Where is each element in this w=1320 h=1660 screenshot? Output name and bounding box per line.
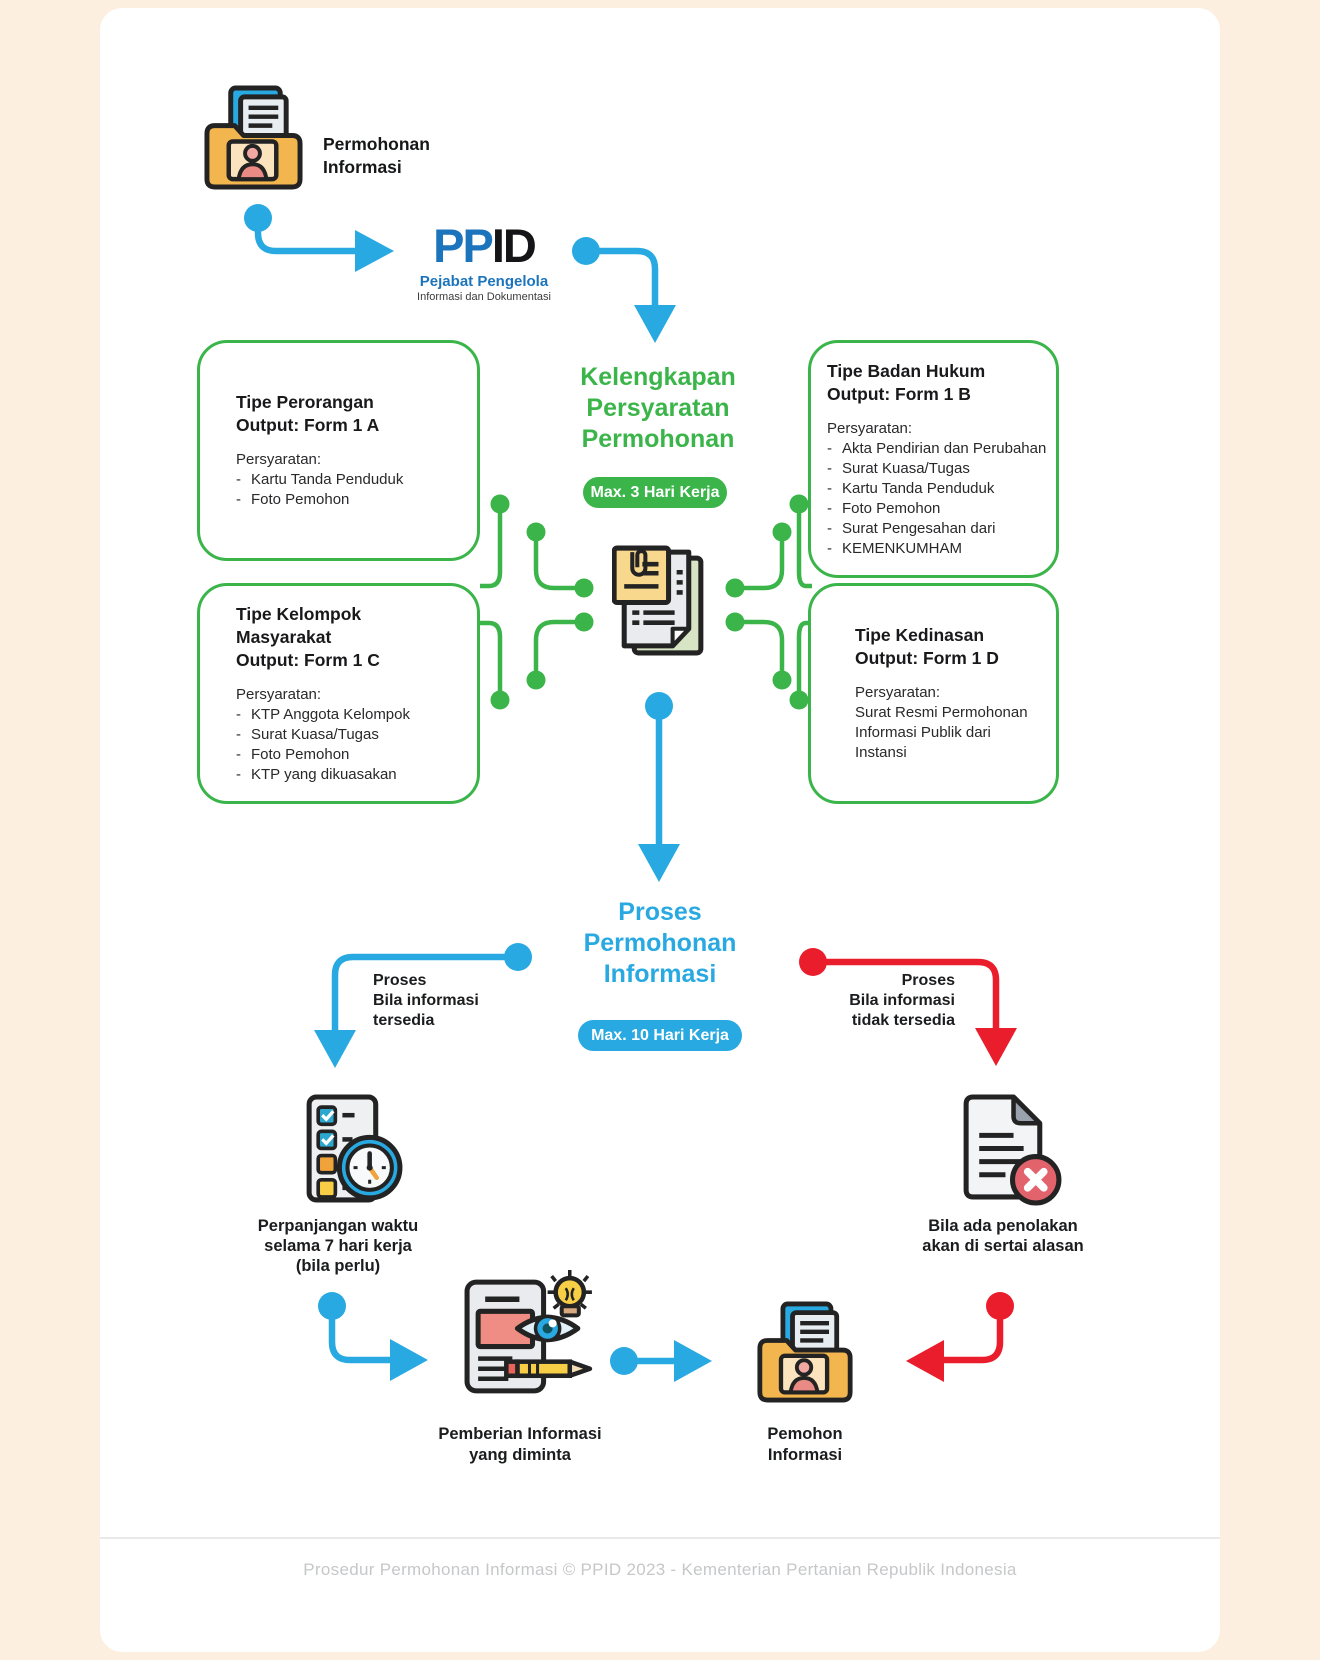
start-label-line2: Informasi [323, 157, 402, 177]
start-node-label [323, 133, 430, 179]
box-title-line: Masyarakat [236, 626, 332, 647]
requester-folder-icon [756, 1300, 854, 1404]
requirement-box-kelompok-masyarakat [197, 583, 480, 804]
document-x-icon [955, 1093, 1064, 1206]
req-label: Persyaratan: [827, 419, 913, 437]
requirement-box-badan-hukum [808, 340, 1059, 578]
branch-label-line: Bila informasi [849, 992, 955, 1009]
ppid-wordmark-pp: PP [433, 219, 492, 272]
ppid-tagline-1: Pejabat Pengelola [419, 273, 549, 290]
req-item-plain: Informasi Publik dari [855, 724, 991, 741]
req-label: Persyaratan: [855, 684, 941, 701]
branch-label-line: tidak tersedia [851, 1012, 955, 1029]
req-item: - Kartu Tanda Penduduk [827, 479, 1056, 499]
branch-label-line: Proses [373, 972, 427, 989]
ppid-logo [416, 219, 552, 303]
req-item-plain: Instansi [855, 744, 907, 761]
branch-available-label [373, 971, 479, 1031]
branch-label-line: tersedia [373, 1012, 435, 1029]
box-title-line: Tipe Kedinasan [855, 625, 985, 645]
box-title-kedinasan [855, 624, 1056, 670]
box-title-badan-hukum [827, 360, 1056, 406]
permohonan-folder-icon [203, 84, 304, 191]
requirement-box-kedinasan [808, 583, 1059, 804]
attached-documents-icon [612, 542, 707, 662]
box-title-line: Output: Form 1 B [827, 383, 971, 404]
req-item: - KTP yang dikuasakan [236, 765, 477, 785]
delivery-label-line: yang diminta [469, 1446, 571, 1464]
requester-label-line: Pemohon [767, 1425, 843, 1443]
requirement-box-perorangan [197, 340, 480, 561]
ppid-wordmark [416, 219, 552, 272]
branch-label-line: Bila informasi [373, 992, 479, 1009]
time-extension-icon [297, 1093, 406, 1206]
box-title-perorangan [236, 391, 477, 437]
delivery-label [426, 1424, 614, 1466]
checklist-clock-icon [297, 1093, 406, 1206]
extension-note-line: (bila perlu) [295, 1257, 381, 1275]
box-title-kelompok [236, 603, 477, 672]
requester-label [713, 1424, 897, 1466]
rejection-note-line: akan di sertai alasan [922, 1237, 1084, 1255]
information-delivery-icon [459, 1266, 604, 1409]
req-item: - KEMENKUMHAM [827, 539, 1056, 559]
req-item: - Akta Pendirian dan Perubahan [827, 439, 1056, 459]
footer-credit: Prosedur Permohonan Informasi © PPID 2023 - Kementerian Pertanian Republik Indonesia [303, 1560, 1017, 1579]
start-label-line1: Permohonan [323, 134, 430, 154]
extension-note [243, 1216, 433, 1276]
completeness-duration-badge: Max. 3 Hari Kerja [583, 477, 727, 508]
document-eye-bulb-pencil-icon [459, 1266, 604, 1409]
req-item: - Surat Pengesahan dari [827, 519, 1056, 539]
box-title-line: Output: Form 1 C [236, 649, 380, 670]
req-item: - Kartu Tanda Penduduk [236, 470, 477, 490]
ppid-tagline-2: Informasi dan Dokumentasi [417, 291, 551, 303]
req-item-plain: Surat Resmi Permohonan [855, 704, 1028, 721]
req-item: - Surat Kuasa/Tugas [236, 725, 477, 745]
box-title-line: Output: Form 1 A [236, 415, 380, 435]
req-item: - KTP Anggota Kelompok [236, 705, 477, 725]
extension-note-line: selama 7 hari kerja [264, 1237, 412, 1255]
box-title-line: Output: Form 1 D [855, 648, 999, 668]
process-stage-title: Proses Permohonan Informasi [583, 898, 737, 988]
ppid-wordmark-id: ID [491, 219, 535, 272]
req-label: Persyaratan: [236, 685, 322, 703]
extension-note-line: Perpanjangan waktu [257, 1217, 419, 1235]
requester-label-line: Informasi [767, 1446, 843, 1464]
document-paperclip-note-icon [612, 542, 707, 662]
box-title-line: Tipe Perorangan [236, 392, 374, 412]
delivery-label-line: Pemberian Informasi [438, 1425, 602, 1443]
rejection-note-line: Bila ada penolakan [928, 1217, 1078, 1235]
completeness-stage-title: Kelengkapan Persyaratan Permohonan [580, 363, 736, 453]
folder-user-documents-icon [203, 84, 304, 191]
req-label: Persyaratan: [236, 451, 322, 468]
box-title-line: Tipe Kelompok [236, 603, 362, 624]
footer-divider [100, 1537, 1220, 1539]
rejection-document-icon [955, 1093, 1064, 1206]
process-duration-badge: Max. 10 Hari Kerja [578, 1020, 742, 1051]
branch-not-available-label [810, 971, 955, 1031]
content-card [100, 8, 1220, 1652]
req-item: - Foto Pemohon [236, 490, 477, 510]
box-title-line: Tipe Badan Hukum [827, 360, 986, 381]
branch-label-line: Proses [901, 972, 955, 989]
req-item: - Foto Pemohon [236, 745, 477, 765]
folder-user-documents-icon [756, 1300, 854, 1404]
req-item: - Foto Pemohon [827, 499, 1056, 519]
req-item: - Surat Kuasa/Tugas [827, 459, 1056, 479]
rejection-note [905, 1216, 1101, 1256]
